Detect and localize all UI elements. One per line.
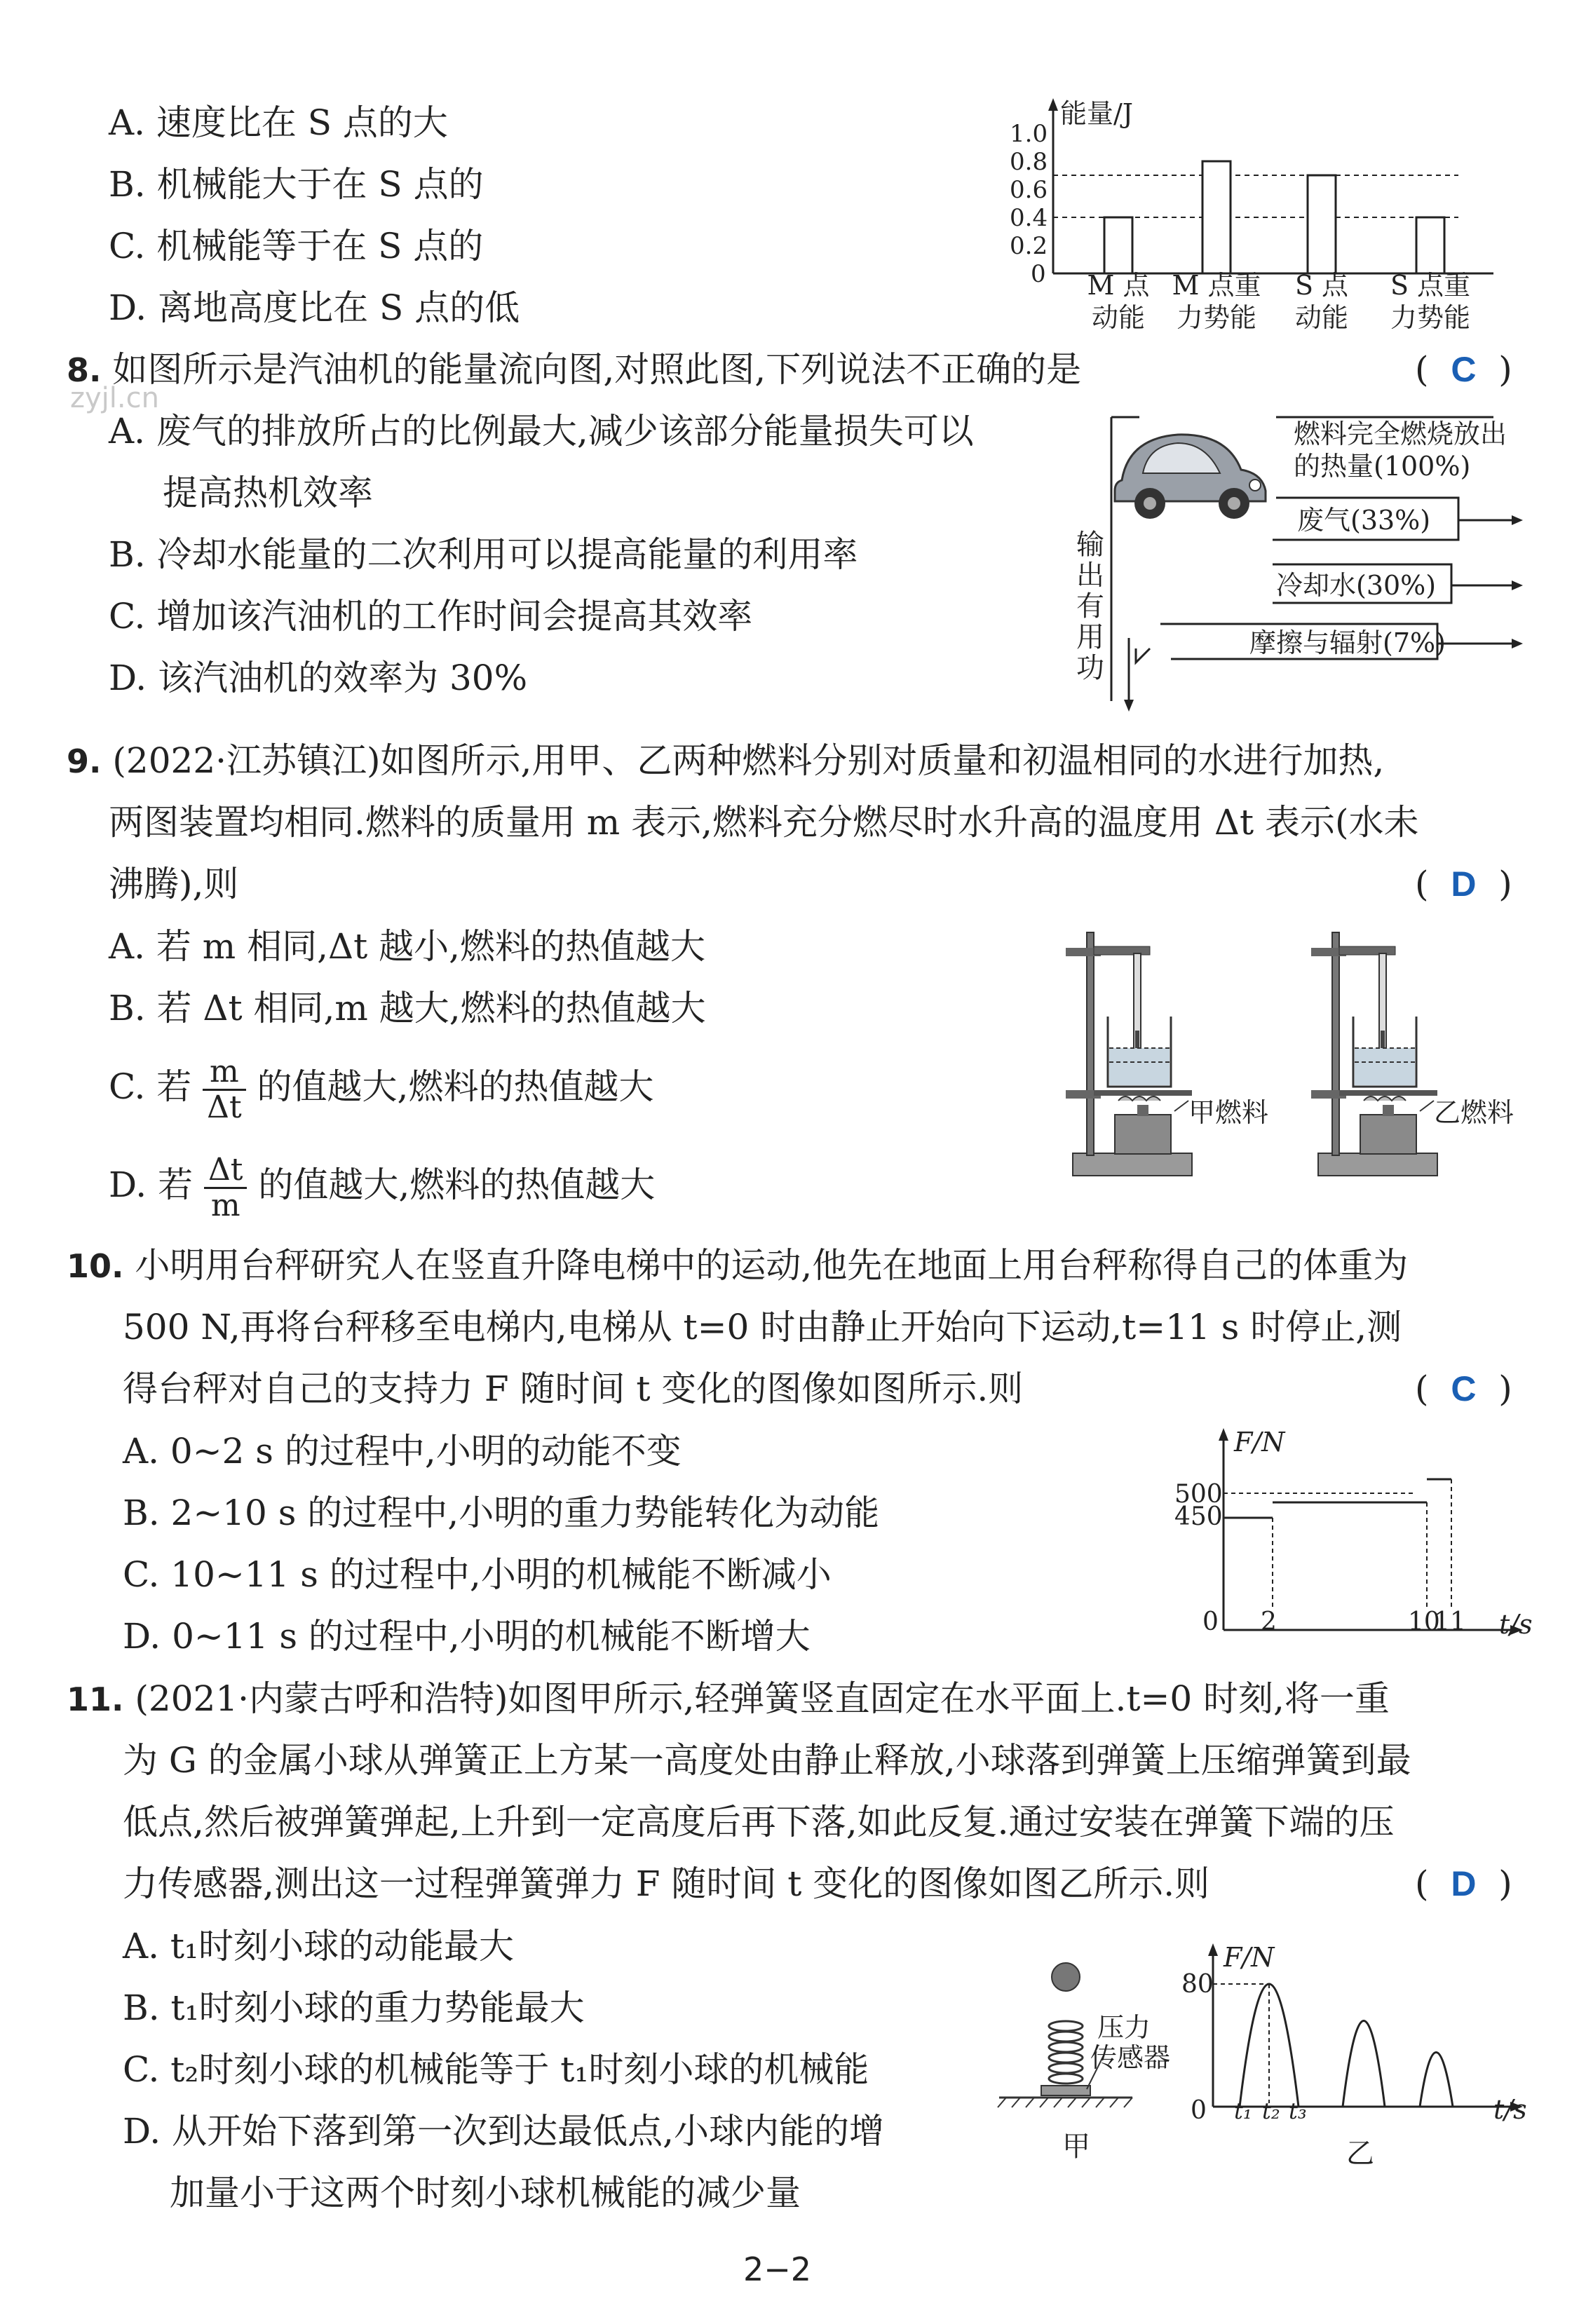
q11-answer-letter: D bbox=[1451, 1864, 1477, 1903]
paren-open: ( bbox=[1415, 864, 1429, 904]
metal-ball-icon bbox=[1052, 1963, 1080, 1991]
q9-option-d-fraction bbox=[204, 1153, 247, 1223]
useful-char-5: 功 bbox=[1076, 652, 1104, 684]
q7-category-label: S 点 bbox=[1294, 270, 1349, 301]
q8-number: 8. bbox=[67, 351, 102, 389]
fig-label-yi: 乙 bbox=[1346, 2138, 1374, 2170]
q11-ytick-80: 80 bbox=[1181, 1970, 1214, 1999]
q10-xlabel: t/s bbox=[1499, 1609, 1533, 1640]
q11-xtick-t1: t₁ bbox=[1234, 2098, 1252, 2124]
q10-xtick-0: 0 bbox=[1202, 1608, 1219, 1636]
paren-close: ) bbox=[1498, 864, 1512, 904]
q11-option-b: B. t₁时刻小球的重力势能最大 bbox=[123, 1987, 585, 2028]
label-fuel-jia: 甲燃料 bbox=[1188, 1097, 1269, 1128]
paren-open: ( bbox=[1415, 349, 1429, 390]
q10-answer bbox=[1415, 1368, 1512, 1410]
fuel-heat-label-1: 燃料完全燃烧放出 bbox=[1294, 419, 1507, 449]
q11-xlabel: t/s bbox=[1493, 2094, 1527, 2125]
q7-ytick-zero: 0 bbox=[1031, 260, 1046, 288]
q9-option-c-suffix: 的值越大,燃料的热值越大 bbox=[257, 1066, 654, 1107]
q11-option-c: C. t₂时刻小球的机械能等于 t₁时刻小球的机械能 bbox=[123, 2049, 869, 2090]
q10-number: 10. bbox=[67, 1247, 124, 1285]
q7-energy-bar-chart bbox=[1010, 91, 1514, 344]
q9-number: 9. bbox=[67, 742, 102, 780]
q11-force-time-graph bbox=[1181, 1935, 1550, 2173]
q11-ylabel: F/N bbox=[1224, 1942, 1275, 1973]
spring-icon bbox=[1049, 2021, 1083, 2084]
q7-option-b: B. 机械能大于在 S 点的 bbox=[109, 164, 484, 205]
q7-option-a: A. 速度比在 S 点的大 bbox=[109, 102, 448, 143]
q11-answer bbox=[1415, 1863, 1512, 1905]
q7-bar bbox=[1202, 161, 1231, 273]
useful-work-label bbox=[1076, 529, 1111, 684]
useful-char-3: 有 bbox=[1076, 590, 1104, 623]
cooling-label: 冷却水(30%) bbox=[1276, 570, 1437, 601]
q11-spring-diagram bbox=[992, 1949, 1202, 2173]
paren-open: ( bbox=[1415, 1863, 1429, 1904]
q11-option-d-cont: 加量小于这两个时刻小球机械能的减少量 bbox=[170, 2173, 801, 2213]
q8-option-a-cont: 提高热机效率 bbox=[163, 473, 373, 513]
q10-ytick-500: 500 bbox=[1174, 1480, 1223, 1509]
q9-option-d bbox=[109, 1150, 655, 1223]
q7-option-c: C. 机械能等于在 S 点的 bbox=[109, 226, 484, 266]
q7-category-label: 动能 bbox=[1294, 302, 1349, 333]
q10-ylabel: F/N bbox=[1234, 1427, 1285, 1457]
fraction-denominator: m bbox=[210, 1187, 240, 1223]
q7-option-d: D. 离地高度比在 S 点的低 bbox=[109, 287, 520, 328]
car-icon bbox=[1115, 435, 1266, 519]
q10-stem-line-2: 500 N,再将台秤移至电梯内,电梯从 t=0 时由静止开始向下运动,t=11 s 时停止,测 bbox=[123, 1307, 1402, 1347]
q11-xtick-t3: t₃ bbox=[1289, 2098, 1307, 2124]
q7-bar bbox=[1416, 217, 1444, 273]
q11-xtick-t2: t₂ bbox=[1262, 2098, 1280, 2124]
q11-stem-line-1 bbox=[67, 1678, 1390, 1720]
q9-answer bbox=[1415, 863, 1512, 905]
q8-option-b: B. 冷却水能量的二次利用可以提高能量的利用率 bbox=[109, 534, 858, 575]
q11-option-a: A. t₁时刻小球的动能最大 bbox=[123, 1926, 515, 1966]
q11-stem-text-1: (2021·内蒙古呼和浩特)如图甲所示,轻弹簧竖直固定在水平面上.t=0 时刻,将一重 bbox=[135, 1678, 1390, 1719]
q7-category-label: 力势能 bbox=[1176, 302, 1257, 333]
pressure-sensor bbox=[1041, 2086, 1090, 2095]
q8-option-d: D. 该汽油机的效率为 30% bbox=[109, 658, 528, 698]
q8-option-a: A. 废气的排放所占的比例最大,减少该部分能量损失可以 bbox=[109, 411, 974, 451]
q9-option-c-prefix: C. 若 bbox=[109, 1066, 192, 1107]
q9-option-b: B. 若 Δt 相同,m 越大,燃料的热值越大 bbox=[109, 988, 706, 1028]
q7-ytick: 0.4 bbox=[1010, 204, 1048, 232]
q11-stem-line-4: 力传感器,测出这一过程弹簧弹力 F 随时间 t 变化的图像如图乙所示.则 bbox=[123, 1863, 1210, 1904]
q9-stem-line-1 bbox=[67, 740, 1384, 782]
sensor-label-1: 压力 bbox=[1097, 2012, 1151, 2043]
q9-heating-apparatus bbox=[1059, 904, 1550, 1199]
q10-stem-line-3: 得台秤对自己的支持力 F 随时间 t 变化的图像如图所示.则 bbox=[123, 1368, 1024, 1409]
q10-answer-letter: C bbox=[1451, 1369, 1477, 1408]
q7-category-label: M 点 bbox=[1087, 270, 1150, 301]
q8-stem-text: 如图所示是汽油机的能量流向图,对照此图,下列说法不正确的是 bbox=[112, 349, 1082, 390]
sensor-label-2: 传感器 bbox=[1090, 2042, 1171, 2073]
q9-stem-line-3: 沸腾),则 bbox=[109, 864, 239, 904]
paren-close: ) bbox=[1498, 1368, 1512, 1409]
watermark: zyjl.cn bbox=[70, 382, 159, 414]
paren-close: ) bbox=[1498, 1863, 1512, 1904]
label-fuel-yi: 乙燃料 bbox=[1434, 1097, 1514, 1128]
q8-answer-letter: C bbox=[1451, 350, 1477, 389]
friction-label: 摩擦与辐射(7%) bbox=[1249, 627, 1446, 658]
useful-char-1: 输 bbox=[1076, 529, 1104, 561]
useful-char-2: 出 bbox=[1076, 559, 1104, 592]
q8-stem bbox=[67, 348, 1081, 391]
q7-bar bbox=[1308, 175, 1336, 273]
q10-option-c: C. 10~11 s 的过程中,小明的机械能不断减小 bbox=[123, 1554, 832, 1595]
q7-category-label: S 点重 bbox=[1390, 270, 1471, 301]
exhaust-label: 废气(33%) bbox=[1297, 505, 1431, 536]
q9-option-c bbox=[109, 1052, 653, 1124]
q7-category-label: 动能 bbox=[1091, 302, 1146, 333]
paren-close: ) bbox=[1498, 349, 1512, 390]
q8-answer bbox=[1415, 348, 1512, 390]
paren-open: ( bbox=[1415, 1368, 1429, 1409]
q10-stem-text-1: 小明用台秤研究人在竖直升降电梯中的运动,他先在地面上用台秤称得自己的体重为 bbox=[135, 1245, 1409, 1286]
q11-number: 11. bbox=[67, 1680, 124, 1718]
fraction-denominator: Δt bbox=[207, 1089, 242, 1125]
q7-ytick: 0.2 bbox=[1010, 232, 1048, 260]
q9-option-d-suffix: 的值越大,燃料的热值越大 bbox=[258, 1164, 656, 1205]
page-number: 2−2 bbox=[743, 2250, 812, 2288]
q10-force-time-graph bbox=[1164, 1420, 1557, 1651]
fuel-heat-label-2: 的热量(100%) bbox=[1294, 451, 1471, 482]
q9-option-c-fraction bbox=[203, 1055, 245, 1124]
q10-option-d: D. 0~11 s 的过程中,小明的机械能不断增大 bbox=[123, 1616, 811, 1657]
q11-option-d: D. 从开始下落到第一次到达最低点,小球内能的增 bbox=[123, 2111, 884, 2152]
q10-xtick-10: 10 bbox=[1408, 1608, 1440, 1636]
q7-ytick: 0.8 bbox=[1010, 148, 1048, 176]
q10-stem-line-1 bbox=[67, 1244, 1408, 1287]
q7-ytick: 0.6 bbox=[1010, 176, 1048, 204]
q10-xtick-11: 11 bbox=[1434, 1608, 1466, 1636]
q9-answer-letter: D bbox=[1451, 864, 1477, 904]
q11-stem-line-2: 为 G 的金属小球从弹簧正上方某一高度处由静止释放,小球落到弹簧上压缩弹簧到最 bbox=[123, 1740, 1411, 1781]
fig-label-jia: 甲 bbox=[1062, 2131, 1090, 2163]
q8-option-c: C. 增加该汽油机的工作时间会提高其效率 bbox=[109, 596, 753, 637]
q7-category-label: 力势能 bbox=[1390, 302, 1471, 333]
q9-stem-line-2: 两图装置均相同.燃料的质量用 m 表示,燃料充分燃尽时水升高的温度用 Δt 表示(水未 bbox=[109, 802, 1419, 843]
fraction-numerator: m bbox=[203, 1055, 245, 1091]
q7-ytick: 1.0 bbox=[1010, 120, 1048, 148]
q9-option-a: A. 若 m 相同,Δt 越小,燃料的热值越大 bbox=[109, 926, 705, 967]
q9-option-d-prefix: D. 若 bbox=[109, 1164, 194, 1205]
fraction-numerator: Δt bbox=[204, 1153, 247, 1189]
q11-stem-line-3: 低点,然后被弹簧弹起,上升到一定高度后再下落,如此反复.通过安装在弹簧下端的压 bbox=[123, 1802, 1395, 1842]
q7-bar bbox=[1104, 217, 1132, 273]
q11-xtick-0: 0 bbox=[1191, 2096, 1207, 2125]
q7-ylabel: 能量/J bbox=[1060, 98, 1134, 129]
q7-category-label: M 点重 bbox=[1172, 270, 1261, 301]
q9-stem-text-1: (2022·江苏镇江)如图所示,用甲、乙两种燃料分别对质量和初温相同的水进行加热, bbox=[112, 740, 1385, 781]
q10-xtick-2: 2 bbox=[1261, 1608, 1277, 1636]
q10-option-b: B. 2~10 s 的过程中,小明的重力势能转化为动能 bbox=[123, 1493, 880, 1533]
useful-char-4: 用 bbox=[1076, 621, 1104, 653]
q10-ytick-450: 450 bbox=[1174, 1502, 1223, 1531]
q10-option-a: A. 0~2 s 的过程中,小明的动能不变 bbox=[123, 1431, 682, 1472]
q8-energy-flow-diagram bbox=[1066, 407, 1529, 715]
